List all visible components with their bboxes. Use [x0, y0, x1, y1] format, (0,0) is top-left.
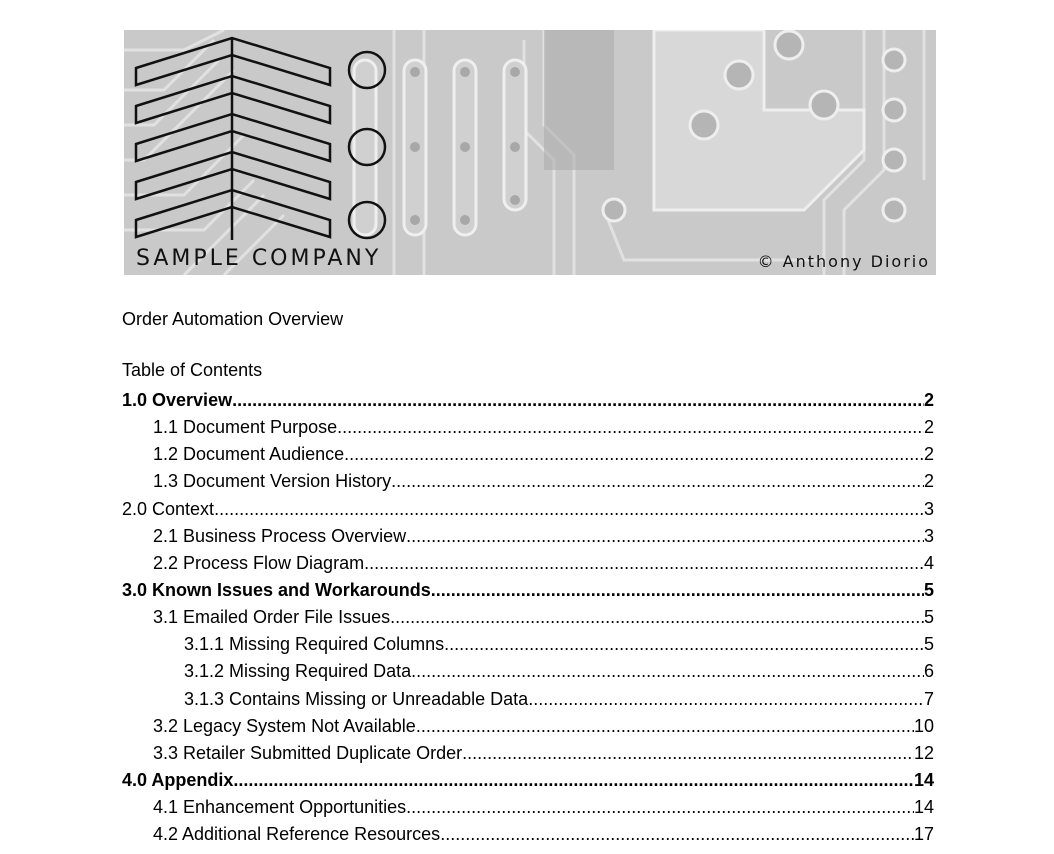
toc-entry-label: 2.0 Context [122, 498, 215, 519]
toc-dot-leader [406, 523, 924, 550]
toc-entry-label: 4.2 Additional Reference Resources [153, 824, 441, 845]
toc-dot-leader [440, 821, 914, 848]
toc-entry-label: 3.1.1 Missing Required Columns [184, 634, 445, 655]
toc-entry-2-1[interactable] [122, 523, 934, 550]
toc-entry-4-0[interactable] [122, 767, 934, 794]
toc-entry-3-1[interactable] [122, 604, 934, 631]
toc-entry-1-1[interactable] [122, 414, 934, 441]
toc-dot-leader [337, 414, 924, 441]
toc-entry-label: 3.1.3 Contains Missing or Unreadable Data [184, 688, 529, 709]
toc-dot-leader [411, 658, 924, 685]
toc-page-number: 2 [923, 444, 934, 465]
toc-entry-3-3[interactable] [122, 740, 934, 767]
toc-dot-leader [344, 441, 924, 468]
toc-entry-2-0[interactable] [122, 496, 934, 523]
toc-entry-1-3[interactable] [122, 468, 934, 495]
toc-dot-leader [416, 713, 914, 740]
toc-entry-4-1[interactable] [122, 794, 934, 821]
toc-entry-1-0[interactable] [122, 387, 934, 414]
toc-page-number: 4 [923, 552, 934, 573]
toc-page-number: 10 [913, 715, 934, 736]
toc-dot-leader [214, 496, 924, 523]
toc-entry-label: 3.3 Retailer Submitted Duplicate Order [153, 742, 463, 763]
toc-entry-label: 3.0 Known Issues and Workarounds [122, 579, 431, 600]
toc-dot-leader [391, 468, 924, 495]
toc-entry-label: 1.0 Overview [122, 390, 233, 410]
toc-dot-leader [233, 767, 914, 794]
toc-entry-3-2[interactable] [122, 713, 934, 740]
toc-entry-3-1-1[interactable] [122, 631, 934, 658]
toc-page-number: 2 [923, 417, 934, 438]
toc-entry-3-1-2[interactable] [122, 658, 934, 685]
toc-entry-label: 4.1 Enhancement Opportunities [153, 797, 407, 818]
circuit-board-image [124, 30, 936, 275]
toc-dot-leader [406, 794, 914, 821]
toc-entry-3-0[interactable] [122, 577, 934, 604]
toc-dot-leader [364, 550, 924, 577]
toc-page-number: 5 [923, 579, 934, 600]
toc-entry-label: 3.1 Emailed Order File Issues [153, 607, 391, 628]
table-of-contents [122, 387, 934, 848]
toc-page-number: 5 [923, 634, 934, 655]
toc-page-number: 14 [913, 797, 934, 818]
toc-page-number: 3 [923, 525, 934, 546]
toc-dot-leader [431, 577, 924, 604]
toc-heading: Table of Contents [122, 360, 263, 380]
copyright-credit: © Anthony Diorio [757, 252, 930, 271]
toc-entry-2-2[interactable] [122, 550, 934, 577]
toc-page-number: 12 [913, 742, 934, 763]
toc-page-number: 7 [923, 688, 934, 709]
document-title: Order Automation Overview [122, 309, 344, 329]
toc-entry-4-2[interactable] [122, 821, 934, 848]
toc-entry-label: 2.2 Process Flow Diagram [153, 552, 365, 573]
toc-entry-label: 4.0 Appendix [122, 769, 234, 790]
toc-dot-leader [462, 740, 914, 767]
header-banner [124, 30, 936, 275]
toc-page-number: 6 [923, 661, 934, 682]
toc-page-number: 5 [923, 607, 934, 628]
toc-dot-leader [390, 604, 924, 631]
toc-page-number: 14 [913, 769, 934, 790]
toc-entry-label: 1.1 Document Purpose [153, 417, 338, 438]
toc-dot-leader [232, 387, 924, 414]
toc-dot-leader [444, 631, 924, 658]
toc-entry-3-1-3[interactable] [122, 686, 934, 713]
toc-page-number: 2 [923, 390, 934, 410]
toc-page-number: 17 [913, 824, 934, 845]
toc-entry-label: 3.2 Legacy System Not Available [153, 715, 416, 736]
toc-dot-leader [528, 686, 924, 713]
toc-entry-1-2[interactable] [122, 441, 934, 468]
toc-page-number: 3 [923, 498, 934, 519]
toc-entry-label: 1.3 Document Version History [153, 471, 392, 492]
toc-entry-label: 3.1.2 Missing Required Data [184, 661, 412, 682]
company-name: SAMPLE COMPANY [136, 246, 382, 271]
toc-entry-label: 1.2 Document Audience [153, 444, 345, 465]
toc-page-number: 2 [923, 471, 934, 492]
toc-entry-label: 2.1 Business Process Overview [153, 525, 407, 546]
